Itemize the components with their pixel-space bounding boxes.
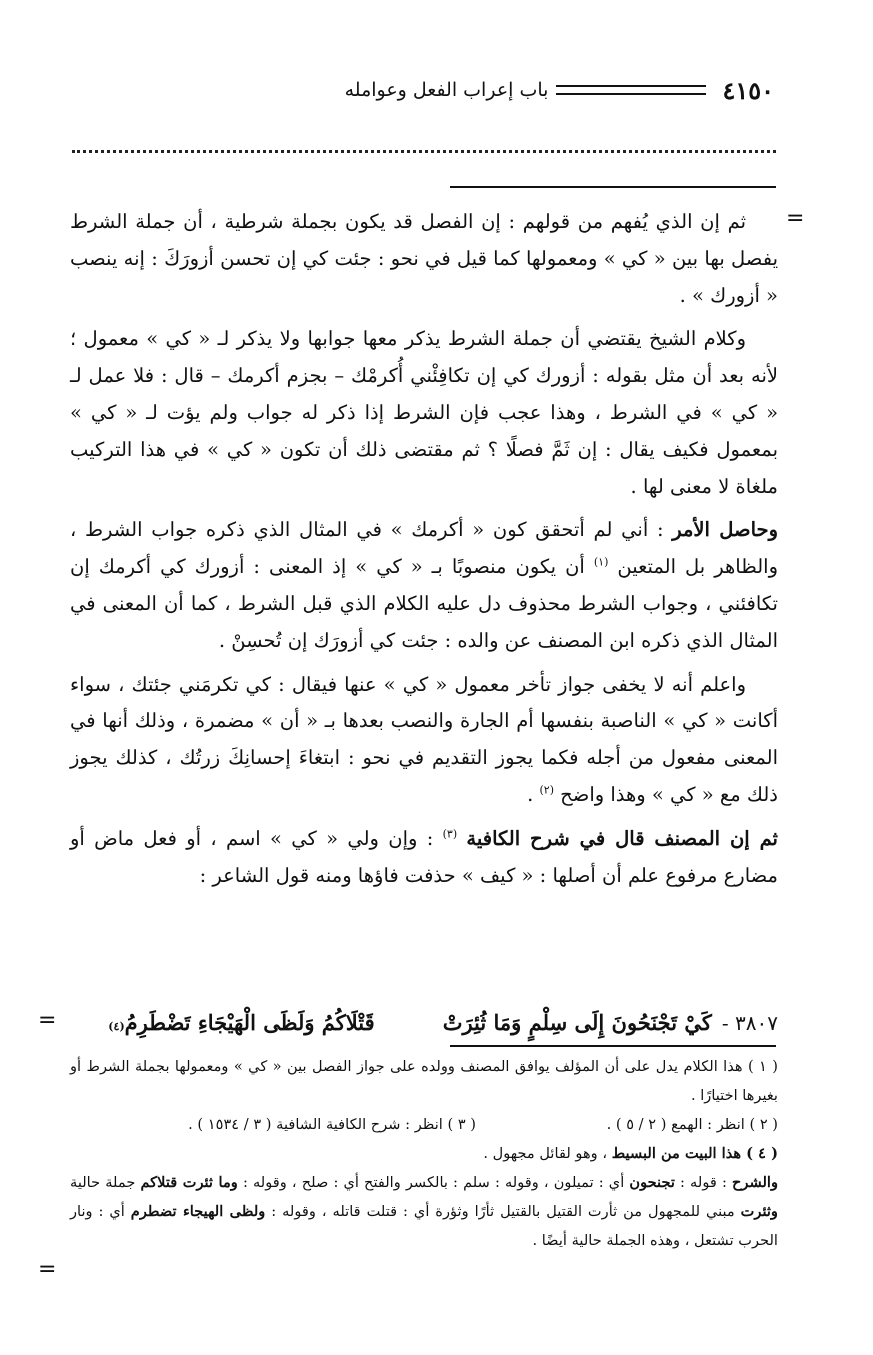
paragraph-4: واعلم أنه لا يخفى جواز تأخر معمول « كي » عنها فيقال : كي تكرمَني جئتك ، سواء أكانت « كي » الناصبة بنفسها أم الجارة والنصب بعدها بـ « أن » مضمرة ، وذلك أنها في المعنى مفعول من أجله فكما يجوز التقديم في نحو : ابتغاءَ إحسانِكَ زرتُك ، كذلك يجوز ذلك مع « كي » وهذا واضح $^{(٢)}$ . [70, 672, 778, 806]
poetry-verse: ٣٨٠٧ - كَيْ تَجْنَحُونَ إِلَى سِلْمٍ وَمَا ثُئِرَتْ قَتْلَاكُمُ وَلَظَى الْهَيْجَاءِ تَضْطَرِمُ (٤) [108, 1010, 778, 1035]
footnote-4: ( ٤ ) هذا البيت من البسيط ، وهو لقائل مجهول . [483, 1145, 778, 1162]
continuation-mark-verse: = [38, 1008, 57, 1033]
footnote-ref: (١) [593, 555, 609, 569]
footnote-2: ( ٢ ) انظر : الهمع ( ٢ / ٥ ) . [606, 1116, 778, 1133]
footnote-sharh: والشرح : قوله : تجنحون أي : تميلون ، وقوله : سلم : بالكسر والفتح أي : صلح ، وقوله : وما ثئرت قتلاكم جملة حالية وثئرت مبني للمجهول من ثأرت القتيل بالقتيل ثأرًا وثؤرة أي : قتلت قاتله ، وقوله : ولظى الهيجاء تضطرم أي : ونار الحرب تشتعل ، وهذه الجملة حالية أيضًا . [70, 1174, 779, 1249]
page-header [62, 72, 774, 108]
header-double-rule [556, 85, 706, 95]
footnote-ref: (٢) [539, 783, 554, 797]
top-rule [450, 186, 776, 188]
footnote-1: ( ١ ) هذا الكلام يدل على أن المؤلف يوافق المصنف وولده على جواز الفصل بين « كي » ومعمولها بجملة الشرط أو بغيرها اختيارًا . [70, 1058, 778, 1104]
continuation-mark-top: = [786, 206, 805, 231]
continuation-mark-bottom: = [38, 1257, 57, 1282]
footnote-3: ( ٣ ) انظر : شرح الكافية الشافية ( ٣ / ١٥٣٤ ) . [188, 1116, 476, 1133]
verse-hemistich-2: قَتْلَاكُمُ وَلَظَى الْهَيْجَاءِ تَضْطَرِمُ [124, 1010, 375, 1035]
dotted-separator [72, 150, 776, 153]
footnotes [70, 1052, 778, 1255]
paragraph-1: ثم إن الذي يُفهم من قولهم : إن الفصل قد يكون بجملة شرطية ، أن جملة الشرط يفصل بها بين « كي » ومعمولها كما قيل في نحو : جئت كي إن تحسن أزورَكَ : إنه ينصب « أزورك » . [70, 210, 778, 307]
paragraph-lead: وحاصل الأمر [672, 518, 778, 542]
footnote-row-2-3 [70, 1110, 778, 1139]
footnote-rule [450, 1045, 776, 1047]
paragraph-2: وكلام الشيخ يقتضي أن جملة الشرط يذكر معها جوابها ولا يذكر لـ « كي » معمول ؛ لأنه بعد أن مثل بقوله : أزورك كي إن تكافِئْني أُكرمْك – بجزم أكرمك – قال : فلا عمل لـ « كي » في الشرط ، وهذا عجب فإن الشرط إذا ذكر له جواب ولم يؤت لـ « كي » بمعمول فكيف يقال : إن ثَمَّ فصلًا ؟ ثم مقتضى ذلك أن تكون « كي » في هذا التركيب ملغاة لا معنى لها . [70, 327, 778, 498]
running-title: باب إعراب الفعل وعوامله [344, 79, 549, 101]
paragraph-5: ثم إن المصنف قال في شرح الكافية $^{(٣)}$ : وإن ولي « كي » اسم ، أو فعل ماض أو مضارع مرفوع علم أن أصلها : « كيف » حذفت فاؤها ومنه قول الشاعر : [70, 826, 778, 887]
footnote-ref: (٣) [442, 827, 458, 841]
paragraph-3: وحاصل الأمر : أني لم أتحقق كون « أكرمك » في المثال الذي ذكره جواب الشرط ، والظاهر بل المتعين $^{(١)}$ أن يكون منصوبًا بـ « كي » إذ المعنى : أزورك كي أكرمك إن تكافئني ، وجواب الشرط محذوف دل عليه الكلام الذي قبل الشرط ، كما أن المعنى في المثال الذي ذكره ابن المصنف عن والده : جئت كي أزورَك إن تُحسِنْ . [70, 518, 779, 652]
paragraph-lead: ثم إن المصنف قال في شرح الكافية [466, 826, 778, 850]
verse-hemistich-1: كَيْ تَجْنَحُونَ إِلَى سِلْمٍ وَمَا ثُئِرَتْ [442, 1010, 712, 1035]
verse-number: ٣٨٠٧ - [721, 1011, 778, 1035]
main-text [70, 204, 778, 894]
page-number: ٤١٥٠ [722, 75, 774, 105]
